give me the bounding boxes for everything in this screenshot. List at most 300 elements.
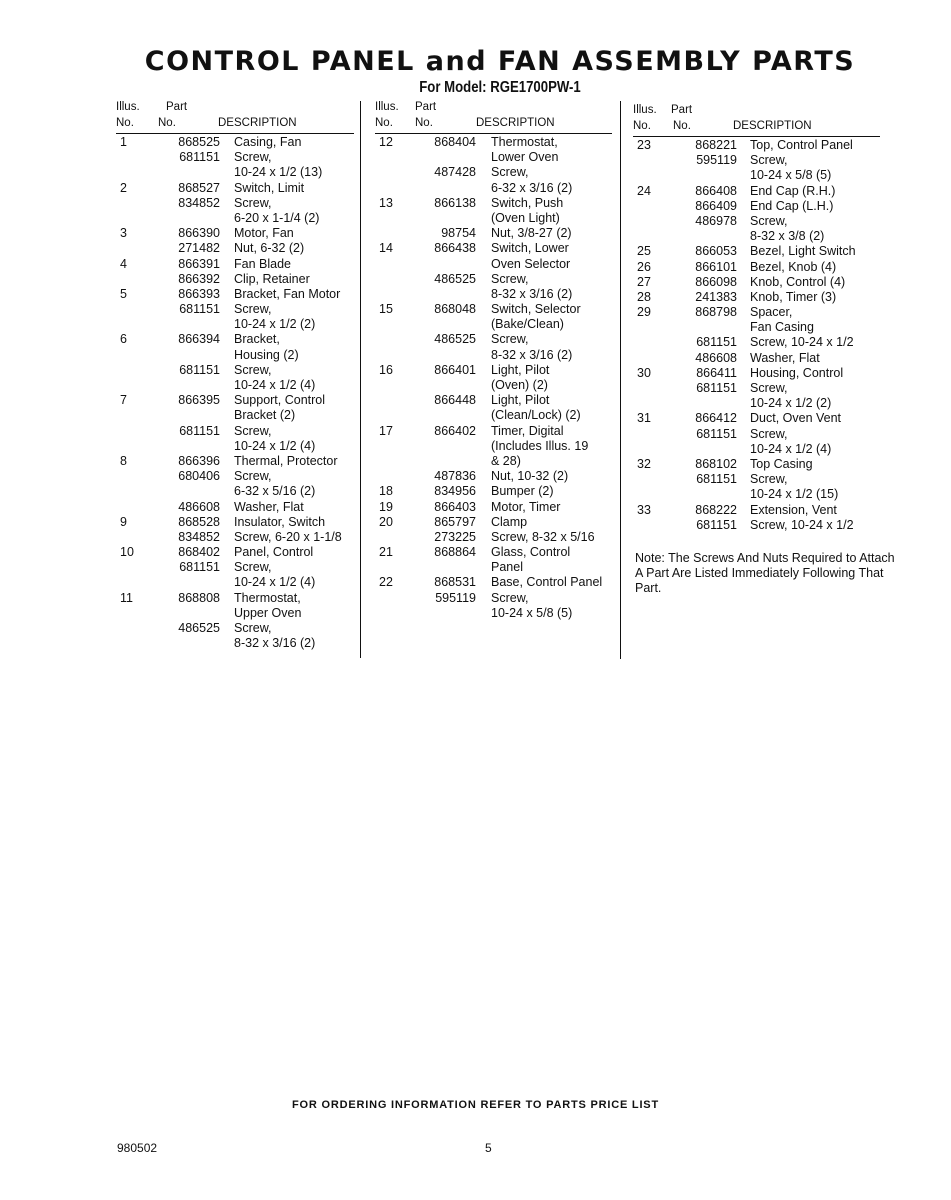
- illus-number: 7: [120, 393, 127, 408]
- part-number: 868864: [434, 545, 476, 560]
- page-number: 5: [485, 1141, 492, 1155]
- parts-row: [116, 515, 354, 530]
- parts-row: [116, 241, 354, 256]
- part-description: Switch, Lower: [491, 241, 569, 256]
- parts-row: [116, 348, 354, 363]
- header-part-no: No.: [415, 117, 433, 129]
- parts-row: [633, 229, 880, 244]
- parts-row: [375, 469, 612, 484]
- part-description: Screw,: [491, 332, 529, 347]
- part-description: Screw,: [234, 621, 272, 635]
- parts-row: [633, 199, 880, 214]
- ordering-info: FOR ORDERING INFORMATION REFER TO PARTS PRICE LIST: [292, 1099, 659, 1111]
- parts-row: [633, 290, 880, 305]
- part-description: Nut, 6-32 (2): [234, 241, 305, 256]
- parts-row: [116, 454, 354, 469]
- header-illus: Illus.: [633, 104, 657, 116]
- part-description: Screw,: [750, 153, 788, 168]
- part-description: Screw,: [750, 213, 788, 228]
- part-number: 866098: [695, 274, 737, 289]
- part-description: Nut, 10-32 (2): [491, 469, 569, 484]
- illus-number: 23: [637, 138, 651, 152]
- header-description: DESCRIPTION: [733, 120, 812, 132]
- part-description: Housing (2): [234, 347, 299, 362]
- part-description: Washer, Flat: [750, 350, 820, 365]
- part-number: 866395: [178, 393, 220, 408]
- parts-row: [375, 135, 612, 150]
- illus-number: 17: [379, 423, 393, 438]
- part-number: 98754: [441, 226, 476, 241]
- parts-row: [375, 150, 612, 165]
- illus-number: 22: [379, 575, 393, 590]
- parts-row: [116, 257, 354, 272]
- part-description: Knob, Timer (3): [750, 289, 837, 304]
- part-number: 681151: [179, 560, 220, 575]
- part-number: 868402: [178, 545, 220, 560]
- part-number: 866396: [178, 453, 220, 468]
- parts-row: [375, 302, 612, 317]
- part-description: Screw,: [234, 423, 272, 438]
- part-description: Thermal, Protector: [234, 453, 338, 468]
- parts-row: [633, 351, 880, 366]
- parts-row: [375, 591, 612, 606]
- parts-row: [116, 575, 354, 590]
- screws-note: Note: The Screws And Nuts Required to Attach A Part Are Listed Immediately Following That Part.: [635, 551, 895, 596]
- part-number: 868102: [695, 456, 737, 471]
- parts-row: [116, 287, 354, 302]
- parts-row: [375, 332, 612, 347]
- parts-row: [116, 135, 354, 150]
- illus-number: 15: [379, 302, 393, 317]
- parts-row: [116, 393, 354, 408]
- header-no: No.: [375, 117, 393, 129]
- part-description: Fan Blade: [234, 256, 291, 271]
- parts-row: [633, 184, 880, 199]
- part-number: 866053: [695, 244, 737, 259]
- part-description: Panel, Control: [234, 545, 314, 560]
- part-description: Screw,: [234, 150, 272, 165]
- column-divider: [360, 101, 361, 658]
- part-number: 868525: [178, 135, 220, 149]
- page-title: CONTROL PANEL and FAN ASSEMBLY PARTS: [144, 46, 856, 77]
- parts-row: [116, 408, 354, 423]
- part-description: Light, Pilot: [491, 362, 550, 377]
- part-description: Thermostat,: [234, 590, 301, 605]
- parts-row: [116, 469, 354, 484]
- part-number: 271482: [178, 241, 220, 256]
- parts-row: [633, 153, 880, 168]
- parts-row: [116, 196, 354, 211]
- illus-number: 30: [637, 365, 651, 380]
- parts-row: [375, 257, 612, 272]
- parts-row: [116, 211, 354, 226]
- part-number: 680406: [178, 469, 220, 484]
- part-description: Housing, Control: [750, 365, 844, 380]
- parts-row: [375, 408, 612, 423]
- header-part-no: No.: [673, 120, 691, 132]
- parts-row: [375, 439, 612, 454]
- part-description: Bracket (2): [234, 408, 296, 423]
- parts-row: [116, 636, 354, 651]
- part-number: 866394: [178, 332, 220, 347]
- parts-row: [116, 560, 354, 575]
- parts-column-2: [375, 101, 612, 621]
- parts-row: [633, 305, 880, 320]
- part-description: Screw,: [750, 472, 788, 487]
- parts-row: [116, 621, 354, 636]
- parts-row: [116, 363, 354, 378]
- part-number: 486608: [695, 350, 737, 365]
- parts-row: [116, 439, 354, 454]
- illus-number: 10: [120, 545, 134, 560]
- part-number: 834956: [434, 484, 476, 499]
- part-description: 6-32 x 3/16 (2): [491, 180, 573, 195]
- part-number: 866408: [695, 183, 737, 198]
- part-description: Fan Casing: [750, 320, 814, 335]
- part-description: Washer, Flat: [234, 499, 304, 514]
- illus-number: 5: [120, 286, 127, 301]
- part-description: Bumper (2): [491, 484, 554, 499]
- part-description: Switch, Limit: [234, 180, 305, 195]
- part-description: Bezel, Light Switch: [750, 244, 856, 259]
- parts-row: [633, 487, 880, 502]
- part-number: 681151: [696, 381, 737, 395]
- illus-number: 33: [637, 502, 651, 517]
- header-rule: [633, 136, 880, 137]
- parts-row: [633, 138, 880, 153]
- parts-row: [116, 272, 354, 287]
- header-part: Part: [671, 104, 693, 116]
- part-description: Spacer,: [750, 305, 793, 320]
- part-description: Top Casing: [750, 456, 813, 471]
- illus-number: 31: [637, 411, 651, 426]
- part-number: 595119: [696, 153, 737, 168]
- part-description: Timer, Digital: [491, 423, 564, 438]
- header-illus: Illus.: [116, 101, 140, 113]
- parts-row: [116, 302, 354, 317]
- parts-row: [116, 606, 354, 621]
- header-description: DESCRIPTION: [476, 117, 555, 129]
- part-description: Screw,: [491, 271, 529, 286]
- header-part-no: No.: [158, 117, 176, 129]
- illus-number: 25: [637, 244, 651, 259]
- header-rule: [375, 133, 612, 134]
- part-description: Screw,: [491, 165, 529, 180]
- illus-number: 20: [379, 514, 393, 529]
- parts-row: [375, 226, 612, 241]
- part-description: 10-24 x 5/8 (5): [750, 168, 832, 183]
- parts-row: [633, 244, 880, 259]
- parts-row: [633, 335, 880, 350]
- part-description: Screw,: [234, 195, 272, 210]
- part-description: Screw,: [750, 426, 788, 441]
- part-number: 868531: [434, 575, 476, 590]
- illus-number: 27: [637, 274, 651, 289]
- part-number: 865797: [434, 514, 476, 529]
- part-number: 866409: [695, 198, 737, 213]
- part-description: (Includes Illus. 19: [491, 438, 589, 453]
- parts-row: [375, 575, 612, 590]
- parts-row: [633, 320, 880, 335]
- part-number: 866392: [178, 271, 220, 286]
- part-description: 10-24 x 1/2 (4): [234, 378, 316, 392]
- illus-number: 14: [379, 241, 393, 256]
- part-description: Duct, Oven Vent: [750, 411, 842, 426]
- parts-column-3: [633, 104, 880, 533]
- illus-number: 2: [120, 180, 127, 195]
- parts-row: [375, 211, 612, 226]
- parts-row: [375, 545, 612, 560]
- part-description: Screw, 10-24 x 1/2: [750, 517, 854, 532]
- part-description: Bracket,: [234, 332, 280, 347]
- parts-row: [633, 275, 880, 290]
- illus-number: 8: [120, 453, 127, 468]
- part-number: 241383: [695, 289, 737, 304]
- parts-row: [116, 484, 354, 499]
- parts-row: [375, 317, 612, 332]
- part-description: 10-24 x 1/2 (4): [234, 575, 316, 590]
- parts-row: [375, 181, 612, 196]
- part-description: 8-32 x 3/8 (2): [750, 229, 825, 244]
- part-number: 866138: [434, 195, 476, 210]
- parts-column-1: [116, 101, 354, 651]
- parts-row: [116, 500, 354, 515]
- part-number: 866393: [178, 286, 220, 301]
- part-description: Support, Control: [234, 393, 326, 408]
- part-description: 10-24 x 1/2 (4): [750, 441, 832, 456]
- part-description: Clip, Retainer: [234, 271, 310, 286]
- part-number: 273225: [434, 529, 476, 544]
- part-number: 486525: [434, 332, 476, 347]
- part-description: 10-24 x 1/2 (15): [750, 487, 839, 502]
- part-number: 834852: [178, 195, 220, 210]
- header-illus: Illus.: [375, 101, 399, 113]
- parts-row: [116, 530, 354, 545]
- parts-row: [375, 560, 612, 575]
- part-description: Upper Oven: [234, 605, 302, 620]
- parts-row: [116, 545, 354, 560]
- part-number: 681151: [179, 302, 220, 317]
- part-description: Screw,: [750, 381, 788, 395]
- part-number: 868528: [178, 514, 220, 529]
- parts-row: [375, 484, 612, 499]
- part-description: Base, Control Panel: [491, 575, 603, 590]
- parts-row: [633, 366, 880, 381]
- part-number: 866411: [696, 365, 737, 380]
- part-description: Light, Pilot: [491, 393, 550, 408]
- part-description: 8-32 x 3/16 (2): [491, 347, 573, 362]
- parts-row: [375, 287, 612, 302]
- part-number: 486978: [695, 213, 737, 228]
- parts-row: [116, 591, 354, 606]
- part-number: 681151: [696, 472, 737, 487]
- part-number: 868808: [178, 590, 220, 605]
- part-description: Screw,: [234, 302, 272, 317]
- parts-row: [116, 424, 354, 439]
- illus-number: 11: [120, 590, 133, 605]
- parts-row: [116, 378, 354, 393]
- part-description: 8-32 x 3/16 (2): [234, 636, 316, 651]
- part-description: Oven Selector: [491, 256, 571, 271]
- part-description: 6-20 x 1-1/4 (2): [234, 210, 320, 225]
- part-number: 681151: [696, 426, 737, 441]
- part-number: 866448: [434, 393, 476, 408]
- parts-row: [633, 518, 880, 533]
- part-number: 595119: [435, 590, 476, 605]
- header-rule: [116, 133, 354, 134]
- part-number: 868221: [695, 138, 737, 152]
- column-divider: [620, 101, 621, 659]
- part-description: Screw,: [234, 469, 272, 484]
- part-description: 10-24 x 1/2 (4): [234, 438, 316, 453]
- illus-number: 24: [637, 183, 651, 198]
- part-description: Panel: [491, 560, 523, 575]
- part-description: Bezel, Knob (4): [750, 259, 837, 274]
- part-number: 681151: [696, 335, 737, 350]
- part-description: Screw, 6-20 x 1-1/8: [234, 529, 342, 544]
- parts-row: [633, 396, 880, 411]
- illus-number: 4: [120, 256, 127, 271]
- part-description: Clamp: [491, 514, 528, 529]
- part-description: 10-24 x 1/2 (2): [234, 317, 316, 332]
- parts-row: [375, 378, 612, 393]
- part-description: Switch, Selector: [491, 302, 581, 317]
- illus-number: 28: [637, 289, 651, 304]
- part-description: (Clean/Lock) (2): [491, 408, 581, 423]
- part-number: 866402: [434, 423, 476, 438]
- part-description: Screw,: [234, 560, 272, 575]
- part-number: 868048: [434, 302, 476, 317]
- part-number: 681151: [696, 517, 737, 532]
- illus-number: 18: [379, 484, 393, 499]
- part-description: 10-24 x 5/8 (5): [491, 605, 573, 620]
- part-number: 681151: [179, 150, 220, 165]
- part-number: 866438: [434, 241, 476, 256]
- header-no: No.: [633, 120, 651, 132]
- part-number: 868222: [695, 502, 737, 517]
- part-number: 487428: [434, 165, 476, 180]
- part-description: Screw, 8-32 x 5/16: [491, 529, 595, 544]
- part-number: 866412: [695, 411, 737, 426]
- part-number: 681151: [179, 423, 220, 438]
- illus-number: 13: [379, 195, 393, 210]
- part-number: 866401: [434, 362, 476, 377]
- parts-row: [375, 348, 612, 363]
- model-subtitle: For Model: RGE1700PW-1: [419, 79, 581, 96]
- illus-number: 9: [120, 514, 127, 529]
- part-description: Casing, Fan: [234, 135, 302, 149]
- parts-row: [633, 457, 880, 472]
- part-description: End Cap (L.H.): [750, 198, 834, 213]
- part-number: 486608: [178, 499, 220, 514]
- part-number: 866391: [178, 256, 220, 271]
- part-number: 868798: [695, 305, 737, 320]
- part-description: Extension, Vent: [750, 502, 837, 517]
- part-description: (Oven) (2): [491, 378, 548, 392]
- parts-row: [633, 472, 880, 487]
- parts-row: [116, 181, 354, 196]
- illus-number: 12: [379, 135, 393, 149]
- column-header: [116, 101, 354, 135]
- parts-row: [116, 150, 354, 165]
- part-description: Glass, Control: [491, 545, 571, 560]
- parts-rows: [633, 138, 880, 533]
- part-number: 486525: [178, 621, 220, 635]
- part-description: Top, Control Panel: [750, 138, 853, 152]
- part-description: Switch, Push: [491, 195, 564, 210]
- part-description: (Oven Light): [491, 210, 560, 225]
- parts-row: [375, 606, 612, 621]
- column-header: [375, 101, 612, 135]
- parts-rows: [375, 135, 612, 621]
- part-description: Insulator, Switch: [234, 514, 326, 529]
- parts-row: [633, 411, 880, 426]
- illus-number: 29: [637, 305, 651, 320]
- parts-row: [375, 393, 612, 408]
- illus-number: 6: [120, 332, 127, 347]
- part-number: 866390: [178, 226, 220, 241]
- document-number: 980502: [117, 1141, 158, 1155]
- part-number: 866403: [434, 499, 476, 514]
- part-description: Thermostat,: [491, 135, 558, 149]
- part-description: & 28): [491, 453, 521, 468]
- parts-row: [116, 332, 354, 347]
- part-description: (Bake/Clean): [491, 317, 564, 332]
- illus-number: 16: [379, 362, 393, 377]
- header-no: No.: [116, 117, 134, 129]
- illus-number: 21: [379, 545, 393, 560]
- part-number: 486525: [434, 271, 476, 286]
- parts-row: [375, 241, 612, 256]
- column-header: [633, 104, 880, 138]
- part-description: 6-32 x 5/16 (2): [234, 484, 316, 499]
- part-description: Lower Oven: [491, 150, 559, 165]
- part-description: Nut, 3/8-27 (2): [491, 226, 572, 241]
- part-number: 487836: [434, 469, 476, 484]
- parts-row: [375, 454, 612, 469]
- part-description: Screw, 10-24 x 1/2: [750, 335, 854, 350]
- illus-number: 32: [637, 456, 651, 471]
- part-description: Motor, Fan: [234, 226, 294, 241]
- part-description: End Cap (R.H.): [750, 183, 836, 198]
- parts-row: [633, 503, 880, 518]
- parts-row: [633, 214, 880, 229]
- parts-row: [375, 363, 612, 378]
- part-number: 868527: [178, 180, 220, 195]
- illus-number: 26: [637, 259, 651, 274]
- parts-rows: [116, 135, 354, 651]
- part-number: 681151: [179, 362, 220, 377]
- parts-row: [633, 260, 880, 275]
- parts-row: [375, 530, 612, 545]
- parts-row: [375, 515, 612, 530]
- parts-row: [116, 226, 354, 241]
- part-description: Knob, Control (4): [750, 274, 846, 289]
- parts-row: [375, 500, 612, 515]
- part-description: Screw,: [234, 362, 272, 377]
- parts-row: [375, 165, 612, 180]
- part-number: 868404: [434, 135, 476, 149]
- part-description: Motor, Timer: [491, 499, 561, 514]
- parts-row: [633, 442, 880, 457]
- header-description: DESCRIPTION: [218, 117, 297, 129]
- parts-row: [633, 168, 880, 183]
- parts-row: [375, 196, 612, 211]
- parts-row: [375, 424, 612, 439]
- header-part: Part: [166, 101, 188, 113]
- part-number: 834852: [178, 529, 220, 544]
- part-number: 866101: [695, 259, 737, 274]
